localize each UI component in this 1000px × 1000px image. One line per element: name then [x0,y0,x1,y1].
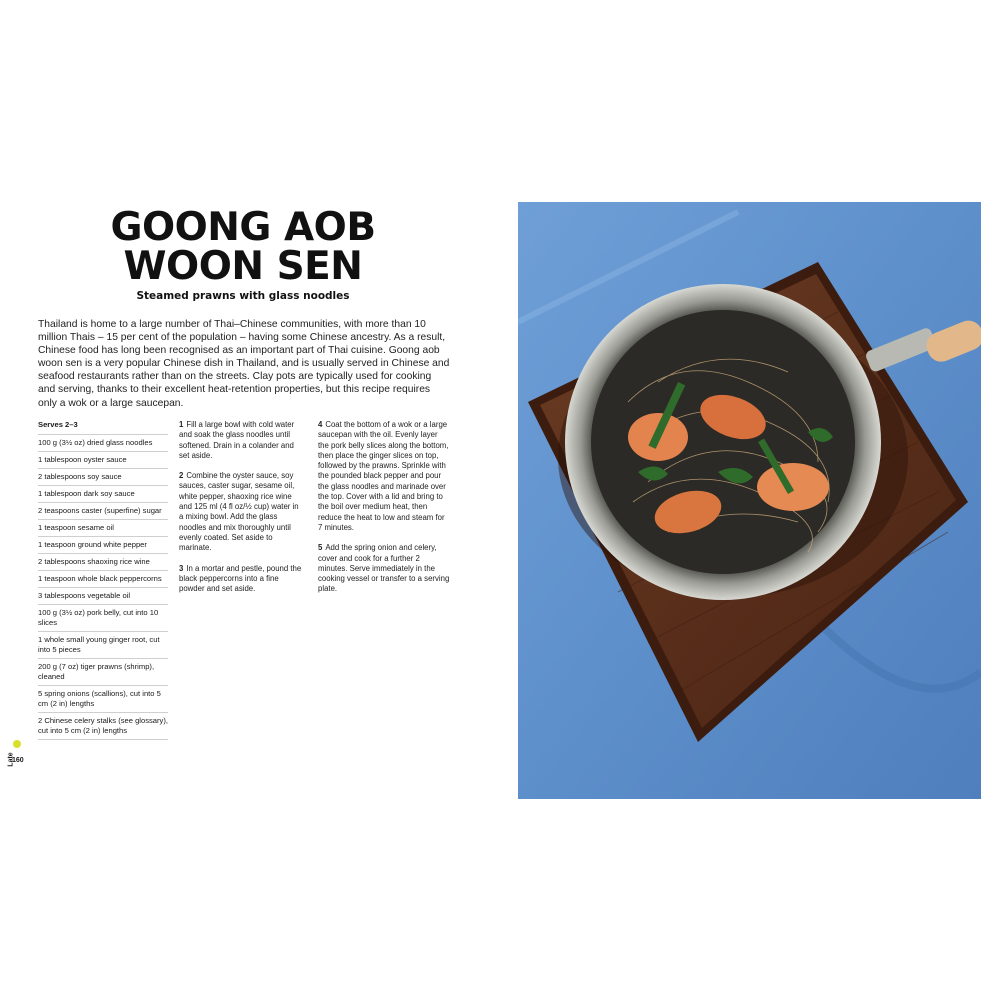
ingredient-item: 2 Chinese celery stalks (see glossary), cut into 5 cm (2 in) lengths [38,713,168,740]
ingredient-item: 2 tablespoons soy sauce [38,469,168,486]
step-text: Add the spring onion and celery, cover and cook for a further 2 minutes. Serve immediately in the cooking vessel or transfer to a serving plate. [318,543,450,594]
ingredient-item: 5 spring onions (scallions), cut into 5 cm (2 in) lengths [38,686,168,713]
recipe-intro: Thailand is home to a large number of Thai–Chinese communities, with more than 10 million Thais – 15 per cent of the population – having some Chinese ancestry. As a result, Chinese food has long been recognised as an important part of Thai cuisine. Goong aob woon sen is a very popular Chinese dish in Thailand, and is usually served in Chinese and seafood restaurants rather than on the streets. Clay pots are typically used for cooking and serving, thanks to their excellent heat-retention properties, but this recipe requires only a wok or a large saucepan. [38,319,450,409]
recipe-subtitle: Steamed prawns with glass noodles [136,290,350,302]
ingredient-item: 3 tablespoons vegetable oil [38,588,168,605]
method-step [318,543,450,594]
ingredient-item: 1 teaspoon sesame oil [38,520,168,537]
step-number: 2 [179,471,184,481]
ingredient-item: 100 g (3½ oz) dried glass noodles [38,435,168,452]
method-step [179,420,303,461]
ingredient-item: 1 teaspoon ground white pepper [38,537,168,554]
step-number: 3 [179,563,184,573]
step-number: 1 [179,420,184,429]
ingredient-item: 2 tablespoons shaoxing rice wine [38,554,168,571]
ingredient-item: 200 g (7 oz) tiger prawns (shrimp), cleaned [38,659,168,686]
step-text: Coat the bottom of a wok or a large saucepan with the oil. Evenly layer the pork belly slices along the bottom, then place the ginger slices on top, followed by the prawns. Sprinkle with the pounded black pepper and pour the glass noodles and marinade over the top. Cover with a lid and bring to the boil over medium heat, then reduce the heat to low and steam for 7 minutes. [318,420,449,532]
method-column-2 [318,420,450,605]
section-tab [7,740,22,770]
method-step [318,420,450,533]
method-step [179,564,303,595]
method-step [179,471,303,553]
recipe-title-line-1: GOONG AOB [110,205,376,250]
ingredient-item: 1 tablespoon oyster sauce [38,452,168,469]
ingredient-item: 1 teaspoon whole black peppercorns [38,571,168,588]
step-number: 5 [318,543,323,553]
ingredient-item: 100 g (3½ oz) pork belly, cut into 10 slices [38,605,168,632]
method-column-1 [179,420,303,604]
ingredient-item: 1 tablespoon dark soy sauce [38,486,168,503]
step-text: In a mortar and pestle, pound the black peppercorns into a fine powder and set aside. [179,563,302,594]
dish-photo [518,202,981,799]
ingredient-item: 2 teaspoons caster (superfine) sugar [38,503,168,520]
recipe-title-line-2: WOON SEN [123,244,363,289]
page-number: 160 [12,757,24,764]
ingredient-list [38,418,168,740]
recipe-title [38,205,448,289]
serves-label: Serves 2–3 [38,418,168,435]
ingredient-item: 1 whole small young ginger root, cut into 5 pieces [38,632,168,659]
section-label: Late [7,752,15,767]
step-text: Fill a large bowl with cold water and soak the glass noodles until softened. Drain in a colander and set aside. [179,420,295,460]
section-dot-icon [13,740,21,748]
prawn [757,463,829,511]
step-number: 4 [318,420,323,429]
step-text: Combine the oyster sauce, soy sauces, caster sugar, sesame oil, white pepper, shaoxing rice wine and 125 ml (4 fl oz/½ cup) water in a mixing bowl. Add the glass noodles and mix thoroughly until evenly coated. Set aside to marinate. [179,471,299,553]
